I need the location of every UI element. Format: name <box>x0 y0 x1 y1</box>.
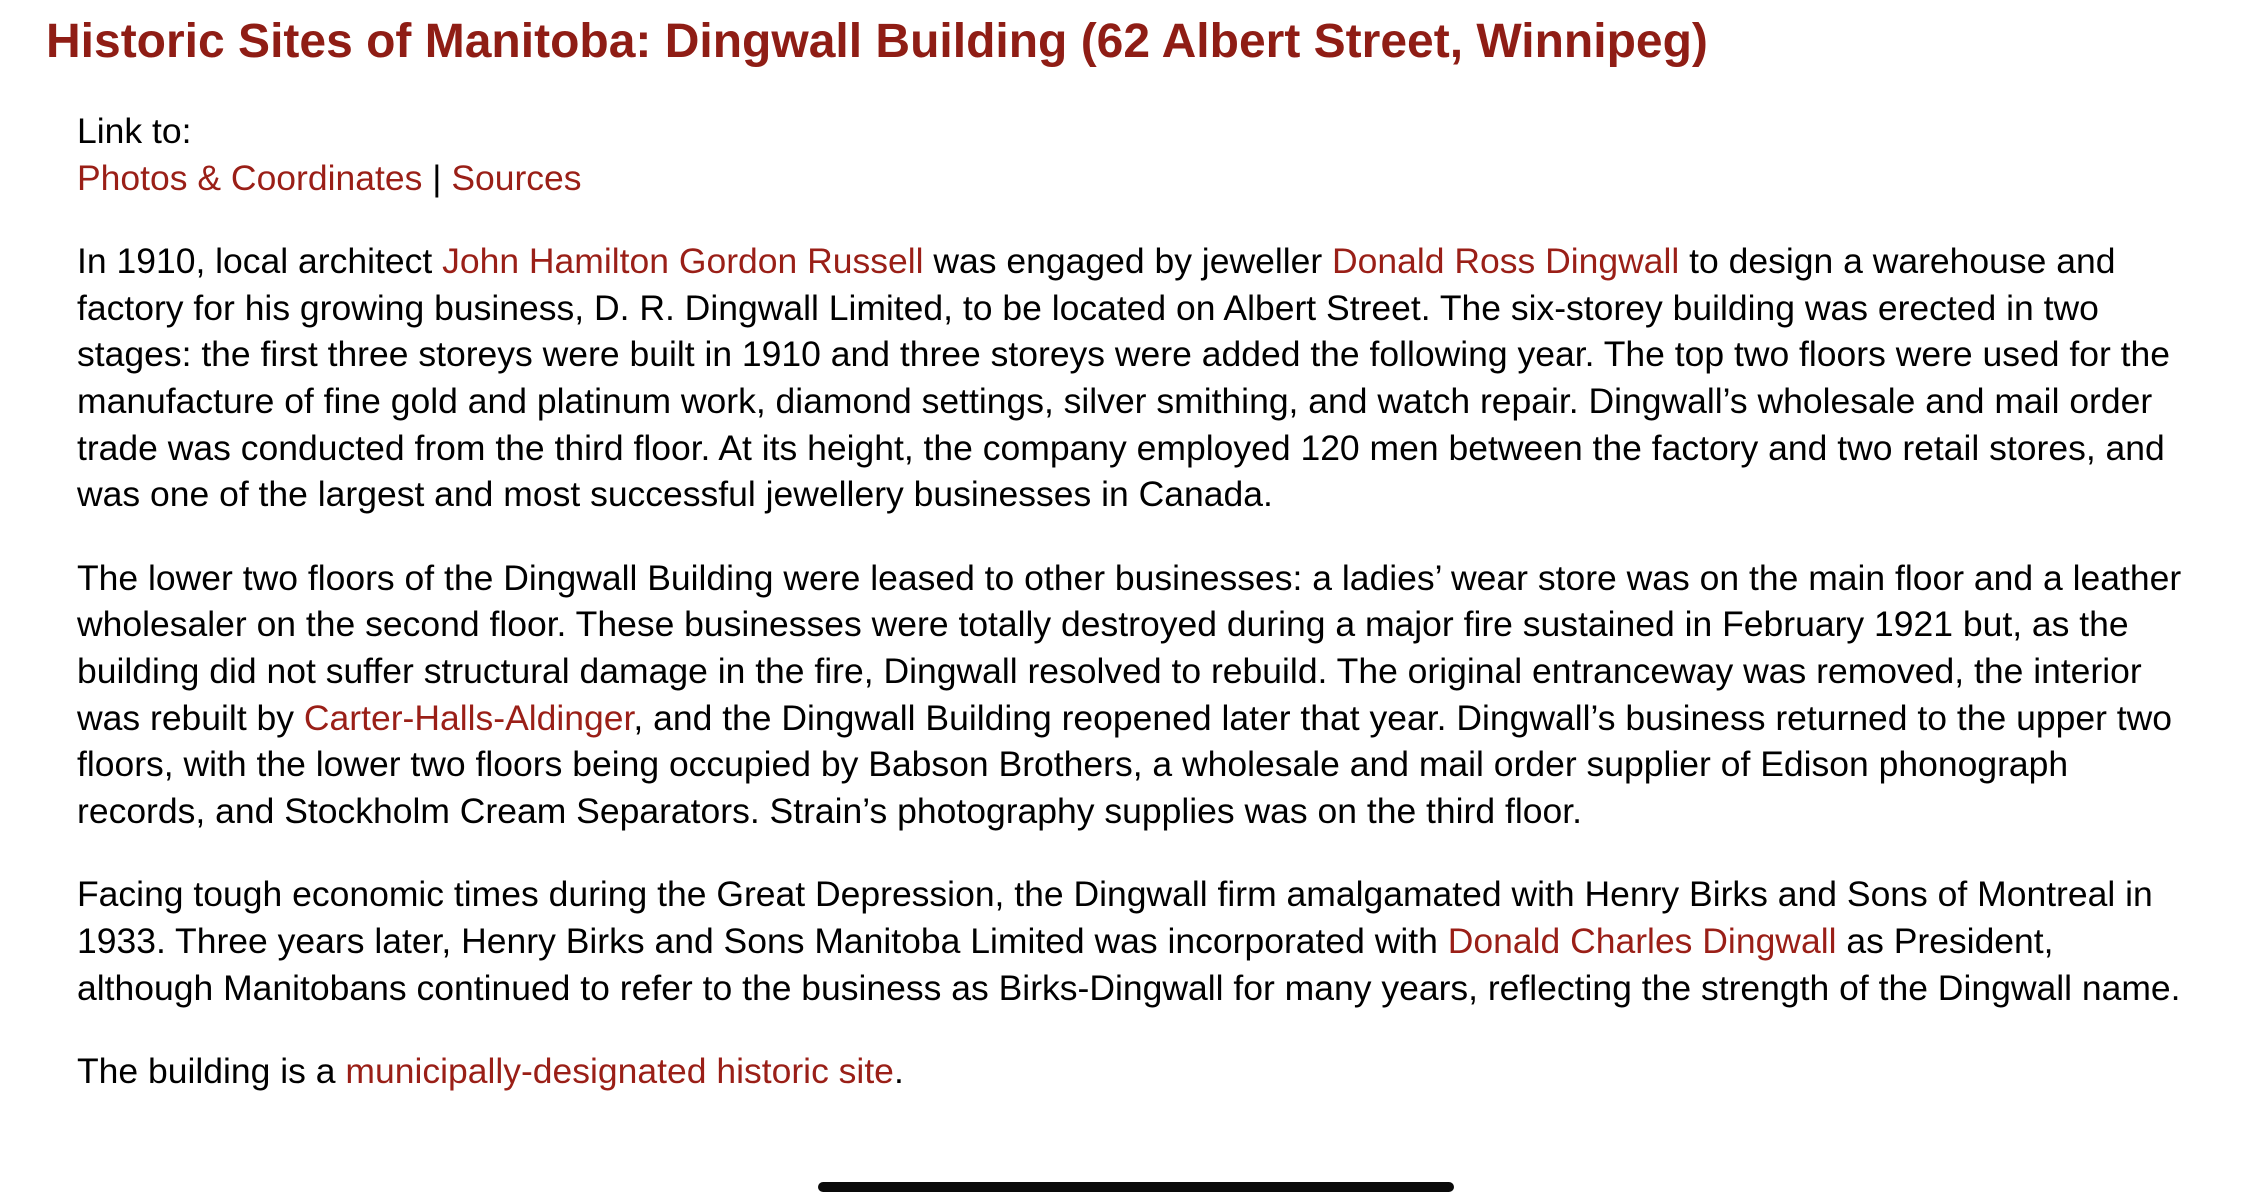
link-to-label: Link to: <box>77 111 192 151</box>
paragraph-text: as President, although Manitobans continued to refer to the business as Birks-Dingwall for many years, reflecting the strength of the Dingwall name. <box>77 920 2181 1008</box>
page-title: Historic Sites of Manitoba: Dingwall Building (62 Albert Street, Winnipeg) <box>46 15 1708 68</box>
president-link[interactable]: Donald Charles Dingwall <box>1447 920 1837 961</box>
architect-link[interactable]: John Hamilton Gordon Russell <box>442 241 924 282</box>
link-to-section <box>77 108 2197 201</box>
sources-link[interactable]: Sources <box>451 157 582 198</box>
paragraph-text: . <box>893 1051 904 1092</box>
home-indicator-bar[interactable] <box>818 1182 1454 1192</box>
contractor-link[interactable]: Carter-Halls-Aldinger <box>303 697 634 738</box>
paragraph-history <box>77 238 2197 518</box>
paragraph-text: to design a warehouse and factory for his growing business, D. R. Dingwall Limited, to be located on Albert Street. The six-storey building was erected in two stages: the first three storeys were built in 1910 and three storeys were added the following year. The top two floors were used for the manufacture of fine gold and platinum work, diamond settings, silver smithing, and watch repair. Dingwall’s wholesale and mail order trade was conducted from the third floor. At its height, the company employed 120 men between the factory and two retail stores, and was one of the largest and most successful jewellery businesses in Canada. <box>77 241 2171 515</box>
paragraph-text: The building is a <box>77 1051 346 1092</box>
article-content <box>77 108 2197 1132</box>
link-to-links <box>77 155 2197 202</box>
paragraph-text: Facing tough economic times during the Great Depression, the Dingwall firm amalgamated with Henry Birks and Sons of Montreal in 1933. Three years later, Henry Birks and Sons Manitoba Limited was incorporated with <box>77 874 2153 961</box>
paragraph-text: was engaged by jeweller <box>923 241 1333 282</box>
paragraph-designation <box>77 1048 2197 1095</box>
paragraph-depression <box>77 871 2197 1011</box>
paragraph-text: , and the Dingwall Building reopened later that year. Dingwall’s business returned to the upper two floors, with the lower two floors being occupied by Babson Brothers, a wholesale and mail order supplier of Edison phonograph records, and Stockholm Cream Separators. Strain’s photography supplies was on the third floor. <box>77 697 2172 831</box>
photos-coordinates-link[interactable]: Photos & Coordinates <box>77 157 423 198</box>
paragraph-text: The lower two floors of the Dingwall Building were leased to other businesses: a ladies’ wear store was on the main floor and a leather wholesaler on the second floor. These businesses were totally destroyed during a major fire sustained in February 1921 but, as the building did not suffer structural damage in the fire, Dingwall resolved to rebuild. The original entranceway was removed, the interior was rebuilt by <box>77 557 2182 738</box>
jeweller-link[interactable]: Donald Ross Dingwall <box>1332 241 1680 282</box>
link-separator: | <box>422 157 452 198</box>
paragraph-text: In 1910, local architect <box>77 241 443 282</box>
designation-link[interactable]: municipally-designated historic site <box>345 1051 894 1092</box>
paragraph-fire <box>77 555 2197 835</box>
